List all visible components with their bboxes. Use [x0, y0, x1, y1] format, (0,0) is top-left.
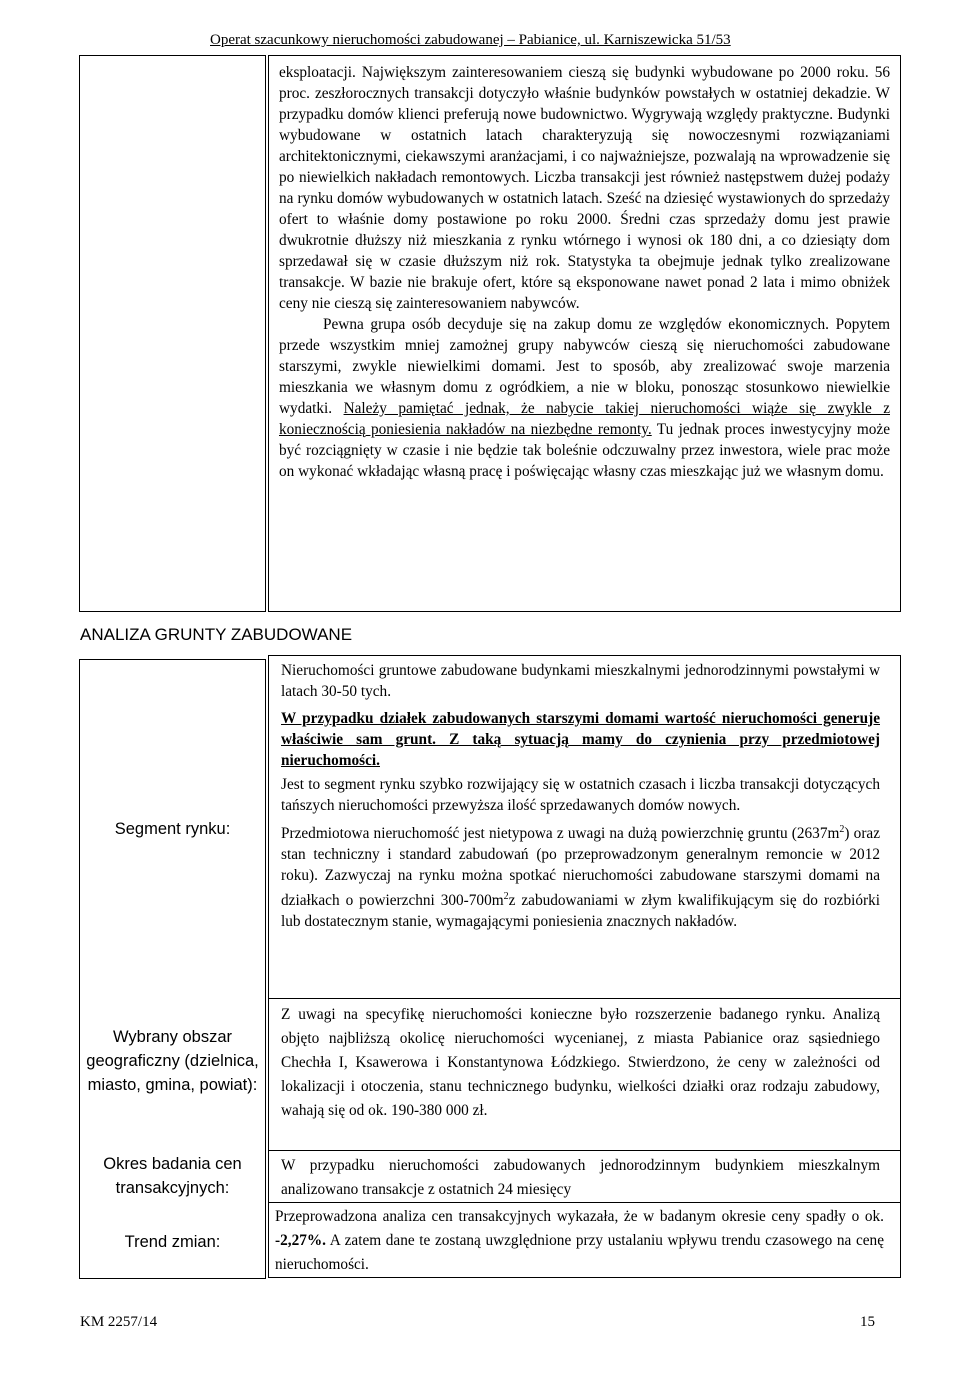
segment-box [268, 655, 901, 1000]
area-box [268, 998, 901, 1152]
label-segment: Segment rynku: [114, 820, 231, 838]
trend-value: -2,27%. [275, 1232, 326, 1249]
segment-paragraph-2: W przypadku działek zabudowanych starszymi domami wartość nieruchomości generuje właściwie sam grunt. Z taką sytuacją mamy do czynienia przy przedmiotowej nieruchomości. [281, 710, 880, 769]
left-column-top [79, 55, 266, 612]
period-text: W przypadku nieruchomości zabudowanych jednorodzinnym budynkiem mieszkalnym analizowano transakcje z ostatnich 24 miesięcy [281, 1157, 880, 1198]
segment-paragraph-1: Nieruchomości gruntowe zabudowane budynkami mieszkalnymi jednorodzinnymi powstałymi w latach 30-50 tych. [281, 662, 880, 700]
trend-text-b: A zatem dane te zostaną uwzględnione przy ustalaniu wpływu trendu czasowego na cenę nieruchomości. [275, 1232, 884, 1273]
footer-page-number: 15 [860, 1314, 875, 1330]
segment-paragraph-4 [281, 819, 880, 932]
label-trend: Trend zmian: [124, 1233, 221, 1251]
label-area: Wybrany obszar geograficzny (dzielnica, miasto, gmina, powiat): [86, 1028, 259, 1094]
top-text-box [268, 55, 901, 612]
paragraph-2-text: Pewna grupa osób decyduje się na zakup domu ze względów ekonomicznych. Popytem przede wszystkim mniej zamożnej grupy nabywców cieszą się nieruchomości zabudowane starszymi, zwykle niewielkimi domami. Jest to sposób, aby zrealizować swoje marzenia mieszkania we własnym domu z ogródkiem, a nie w bloku, ponosząc stosunkowo niewielkie wydatki. [279, 316, 890, 417]
labels-column [79, 659, 266, 1279]
trend-text-a: Przeprowadzona analiza cen transakcyjnych wykazała, że w badanym okresie ceny spadły o ok. [275, 1208, 884, 1225]
trend-text [275, 1205, 884, 1277]
trend-box [268, 1202, 901, 1278]
label-period: Okres badania cen transakcyjnych: [103, 1155, 242, 1197]
market-paragraph-1: eksploatacji. Największym zainteresowaniem cieszą się budynki wybudowane po 2000 roku. 56 proc. zeszłorocznych transakcji dotyczyło właśnie budynków powstałych w ostatniej dekadzie. W przypadku domów klienci preferują nowe budownictwo. Wygrywają względy praktyczne. Budynki wybudowane w ostatnich latach charakteryzują się nowoczesnymi rozwiązaniami architektonicznymi, ciekawszymi aranżacjami, i co najważniejsze, pozwalają na wprowadzenie się po niewielkich nakładach remontowych. Liczba transakcji jest również następstwem dużej podaży na rynku domów wybudowanych w ostatnich latach. Sześć na dziesięć wystawionych do sprzedaży ofert to właśnie domy postawione po roku 2000. Średni czas sprzedaży domu jest prawie dwukrotnie dłuższy niż mieszkania z rynku wtórnego i wynosi ok 180 dni, a co dziesiąty dom sprzedawał się w czasie dłuższym niż rok. Statystyka ta obejmuje jednak tylko zrealizowane transakcje. W bazie nie brakuje ofert, które są eksponowane nawet ponad 2 lata i mimo obniżek ceny nie cieszą się zainteresowaniem nabywców. [279, 64, 890, 312]
period-box [268, 1150, 901, 1204]
paragraph-2-tail: Tu jednak proces inwestycyjny może być rozciągnięty w czasie i nie będzie tak boleśnie odczuwalny przez inwestora, wiele prac może on wykonać wkładając własną pracę i poświęcając własny czas mieszkając już we własnym domu. [279, 421, 890, 480]
paragraph-2-underlined: Należy pamiętać jednak, że nabycie takiej nieruchomości wiąże się zwykle z koniecznością poniesienia nakładów na niezbędne remonty. [279, 400, 890, 438]
p4-sup-1: 2 [839, 824, 845, 835]
area-text: Z uwagi na specyfikę nieruchomości konieczne było rozszerzenie badanego rynku. Analizą objęto najbliższą okolicę nieruchomości wycenianej, z miasta Pabianice oraz sąsiedniego Chechła I, Ksawerowa i Konstantynowa Łódzkiego. Stwierdzono, że ceny w zależności od lokalizacji i otoczenia, stanu technicznego budynku, wielkości działki oraz rodzaju zabudowy, wahają się od ok. 190-380 000 zł. [281, 1006, 880, 1119]
p4-part-a: Przedmiotowa nieruchomość jest nietypowa z uwagi na dużą powierzchnię gruntu (2637m [281, 825, 840, 843]
p4-sup-2: 2 [503, 891, 509, 903]
p4-part-b: ) oraz stan techniczny i standard zabudowań (po przeprowadzonym generalnym remoncie w 2012 roku). Zazwyczaj na rynku można spotkać nieruchomości zabudowane starszymi domami na działkach o powierzchni 300-700m [281, 825, 880, 910]
segment-paragraph-3: Jest to segment rynku szybko rozwijający się w ostatnich czasach i liczba transakcji dotyczących tańszych nieruchomości przewyższa ilość sprzedawanych domów nowych. [281, 776, 880, 814]
footer-doc-number: KM 2257/14 [80, 1314, 158, 1330]
section-title: ANALIZA GRUNTY ZABUDOWANE [80, 625, 353, 644]
p4-part-c: z zabudowaniami w złym kwalifikującym się do rozbiórki lub dostatecznym stanie, wymagającymi poniesienia znacznych nakładów. [281, 892, 880, 931]
market-paragraph-2 [279, 314, 890, 482]
document-header: Operat szacunkowy nieruchomości zabudowanej – Pabianice, ul. Karniszewicka 51/53 [210, 32, 731, 48]
